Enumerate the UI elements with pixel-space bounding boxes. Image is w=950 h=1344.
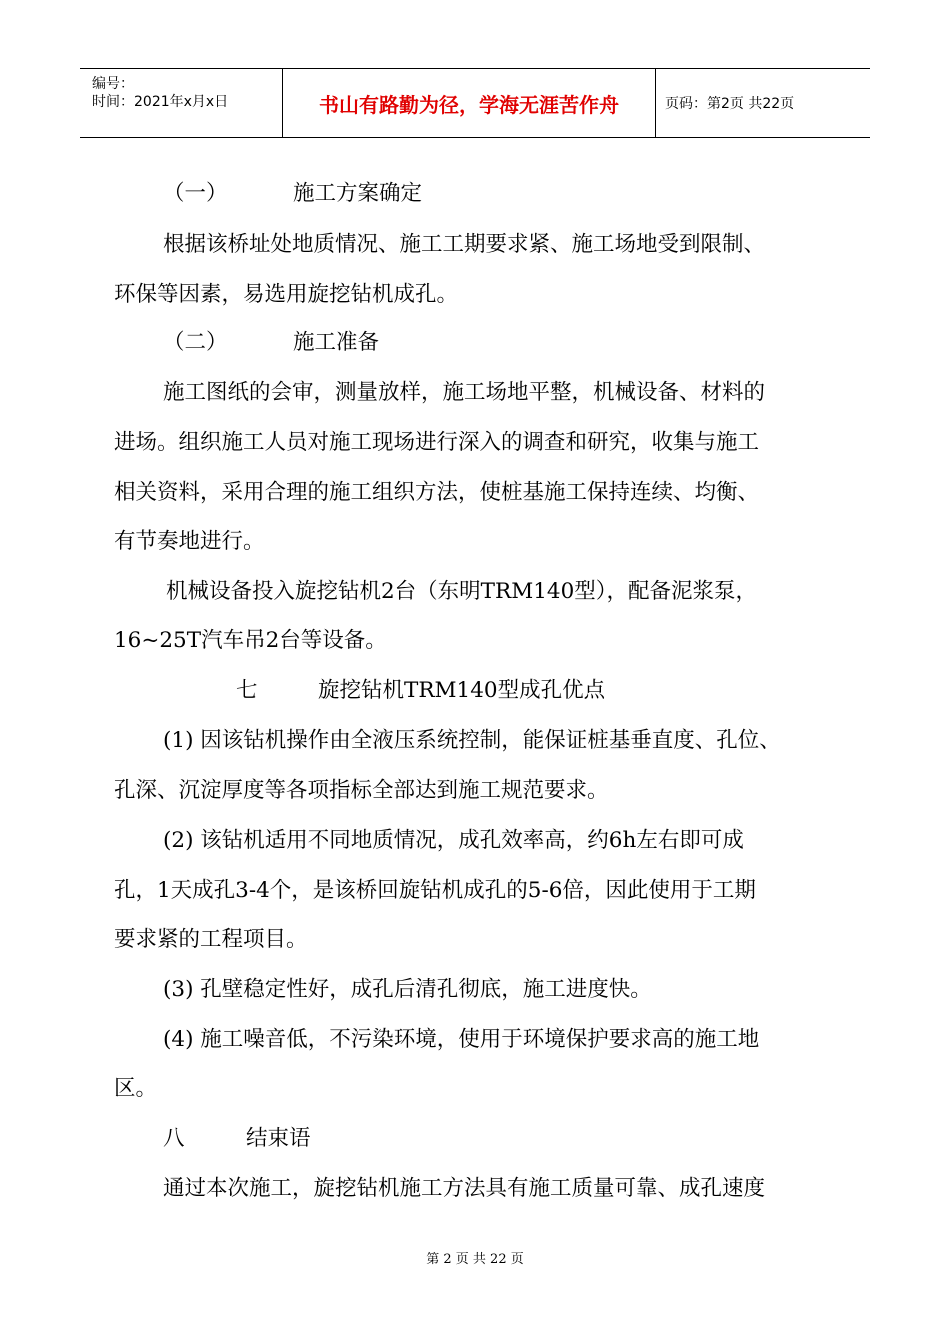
number-label: 编号：	[92, 76, 134, 92]
item-1-line-1: (1) 因该钻机操作由全液压系统控制，能保证桩基垂直度、孔位、	[163, 728, 781, 753]
para-2-line-1: 施工图纸的会审，测量放样，施工场地平整，机械设备、材料的	[163, 380, 766, 405]
section-7-title: 旋挖钻机TRM140型成孔优点	[318, 678, 606, 703]
header-table	[80, 68, 870, 138]
section-8-title: 结束语	[246, 1126, 311, 1151]
para-2-line-4: 有节奏地进行。	[114, 529, 265, 554]
section-7-number: 七	[236, 678, 258, 703]
section-2-title: 施工准备	[293, 330, 380, 355]
item-2-line-2: 孔，1天成孔3-4个，是该桥回旋钻机成孔的5-6倍，因此使用于工期	[114, 878, 756, 903]
item-2-line-1: (2) 该钻机适用不同地质情况，成孔效率高，约6h左右即可成	[163, 828, 744, 853]
para-1-line-2: 环保等因素，易选用旋挖钻机成孔。	[114, 282, 459, 307]
section-1-number: （一）	[163, 181, 228, 206]
section-1-title: 施工方案确定	[293, 181, 423, 206]
para-3-line-1: 机械设备投入旋挖钻机2台（东明TRM140型），配备泥浆泵，	[166, 579, 758, 604]
para-1-line-1: 根据该桥址处地质情况、施工工期要求紧、施工场地受到限制、	[163, 232, 766, 257]
section-2-number: （二）	[163, 330, 228, 355]
header-motto-cell	[282, 69, 656, 137]
para-2-line-2: 进场。组织施工人员对施工现场进行深入的调查和研究，收集与施工	[114, 430, 760, 455]
para-3-line-2: 16~25T汽车吊2台等设备。	[114, 628, 387, 653]
para-2-line-3: 相关资料，采用合理的施工组织方法，使桩基施工保持连续、均衡、	[114, 480, 760, 505]
section-8-number: 八	[163, 1126, 185, 1151]
motto-text: 书山有路勤为径，学海无涯苦作舟	[319, 92, 619, 117]
page-info: 页码：第2页 共22页	[665, 96, 795, 112]
item-4-line-2: 区。	[114, 1076, 158, 1101]
item-1-line-2: 孔深、沉淀厚度等各项指标全部达到施工规范要求。	[114, 778, 609, 803]
time-label: 时间：2021年x月x日	[92, 94, 229, 110]
item-2-line-3: 要求紧的工程项目。	[114, 927, 308, 952]
page-footer: 第 2 页 共 22 页	[426, 1252, 524, 1267]
header-meta-cell	[80, 69, 282, 137]
item-3-line-1: (3) 孔壁稳定性好，成孔后清孔彻底，施工进度快。	[163, 977, 652, 1002]
item-4-line-1: (4) 施工噪音低，不污染环境，使用于环境保护要求高的施工地	[163, 1027, 760, 1052]
para-4-line-1: 通过本次施工，旋挖钻机施工方法具有施工质量可靠、成孔速度	[163, 1176, 766, 1201]
